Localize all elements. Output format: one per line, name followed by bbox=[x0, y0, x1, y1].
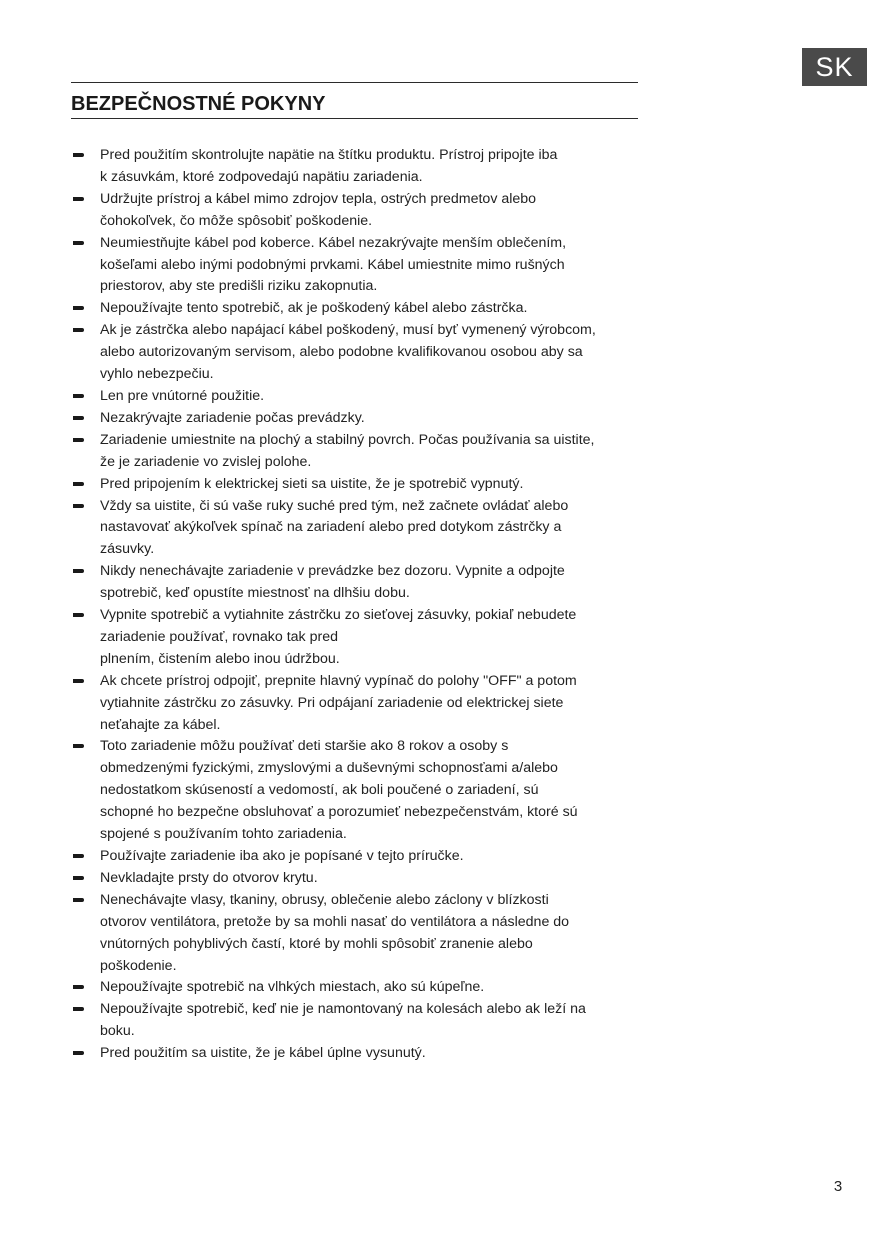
list-item bbox=[71, 671, 646, 737]
dash-bullet-icon bbox=[73, 153, 84, 157]
list-item bbox=[71, 408, 646, 430]
page-number: 3 bbox=[833, 1178, 843, 1195]
list-item-text: Pred použitím skontrolujte napätie na štítku produktu. Prístroj pripojte iba k zásuvkám, ktoré zodpovedajú napätiu zariadenia. bbox=[100, 147, 558, 185]
dash-bullet-icon bbox=[73, 854, 84, 858]
dash-bullet-icon bbox=[73, 876, 84, 880]
list-item bbox=[71, 890, 646, 978]
dash-bullet-icon bbox=[73, 241, 84, 245]
dash-bullet-icon bbox=[73, 504, 84, 508]
list-item-text: Neumiestňujte kábel pod koberce. Kábel nezakrývajte menším oblečením, košeľami alebo inými podobnými prvkami. Kábel umiestnite mimo rušných priestorov, aby ste predišli riziku zakopnutia. bbox=[100, 234, 567, 295]
dash-bullet-icon bbox=[73, 197, 84, 201]
list-item-text: Nepoužívajte spotrebič, keď nie je namontovaný na kolesách alebo ak leží na boku. bbox=[100, 1001, 586, 1040]
list-item bbox=[71, 298, 646, 320]
list-item bbox=[71, 977, 646, 999]
list-item bbox=[71, 605, 646, 671]
list-item-text: Vypnite spotrebič a vytiahnite zástrčku zo sieťovej zásuvky, pokiaľ nebudete zariadenie používať, rovnako tak pred plnením, čistením alebo inou údržbou. bbox=[100, 607, 577, 667]
list-item bbox=[71, 496, 646, 562]
list-item-text: Zariadenie umiestnite na plochý a stabilný povrch. Počas používania sa uistite, že je zariadenie vo zvislej polohe. bbox=[100, 431, 595, 470]
safety-instructions-list bbox=[71, 145, 646, 1065]
list-item bbox=[71, 561, 646, 605]
section-title: BEZPEČNOSTNÉ POKYNY bbox=[71, 93, 326, 115]
list-item-text: Nikdy nenechávajte zariadenie v prevádzke bez dozoru. Vypnite a odpojte spotrebič, keď opustíte miestnosť na dlhšiu dobu. bbox=[100, 563, 565, 602]
heading-top-rule bbox=[71, 82, 638, 83]
list-item bbox=[71, 233, 646, 299]
list-item bbox=[71, 868, 646, 890]
dash-bullet-icon bbox=[73, 1007, 84, 1011]
dash-bullet-icon bbox=[73, 394, 84, 398]
list-item-text: Nenechávajte vlasy, tkaniny, obrusy, oblečenie alebo záclony v blízkosti otvorov ventilátora, pretože by sa mohli nasať do ventilátora a následne do vnútorných pohyblivých častí, ktoré by mohli spôsobiť zranenie alebo poškodenie. bbox=[100, 891, 570, 974]
dash-bullet-icon bbox=[73, 898, 84, 902]
list-item bbox=[71, 846, 646, 868]
dash-bullet-icon bbox=[73, 613, 84, 617]
dash-bullet-icon bbox=[73, 985, 84, 989]
dash-bullet-icon bbox=[73, 328, 84, 332]
dash-bullet-icon bbox=[73, 306, 84, 310]
list-item-text: Len pre vnútorné použitie. bbox=[100, 387, 265, 404]
list-item-text: Používajte zariadenie iba ako je popísané v tejto príručke. bbox=[100, 848, 464, 864]
list-item-text: Nepoužívajte tento spotrebič, ak je poškodený kábel alebo zástrčka. bbox=[100, 300, 528, 317]
dash-bullet-icon bbox=[73, 482, 84, 486]
list-item-text: Udržujte prístroj a kábel mimo zdrojov tepla, ostrých predmetov alebo čohokoľvek, čo môže spôsobiť poškodenie. bbox=[100, 190, 537, 229]
list-item-text: Vždy sa uistite, či sú vaše ruky suché pred tým, než začnete ovládať alebo nastavovať akýkoľvek spínač na zariadení alebo pred dotykom zástrčky a zásuvky. bbox=[100, 497, 569, 558]
list-item bbox=[71, 189, 646, 233]
dash-bullet-icon bbox=[73, 679, 84, 683]
dash-bullet-icon bbox=[73, 416, 84, 420]
dash-bullet-icon bbox=[73, 744, 84, 748]
heading-bottom-rule bbox=[71, 118, 638, 119]
list-item bbox=[71, 736, 646, 846]
list-item-text: Ak je zástrčka alebo napájací kábel poškodený, musí byť vymenený výrobcom, alebo autorizovaným servisom, alebo podobne kvalifikovanou osobou aby sa vyhlo nebezpečiu. bbox=[100, 322, 596, 383]
dash-bullet-icon bbox=[73, 1051, 84, 1055]
dash-bullet-icon bbox=[73, 569, 84, 573]
list-item-text: Toto zariadenie môžu používať deti staršie ako 8 rokov a osoby s obmedzenými fyzickými, zmyslovými a duševnými schopnosťami a/alebo nedostatkom skúseností a vedomostí, ak boli poučené o zariadení, sú schopné ho bezpečne obsluhovať a porozumieť nebezpečenstvám, ktoré sú spojené s používaním tohto zariadenia. bbox=[100, 738, 578, 843]
list-item bbox=[71, 386, 646, 408]
list-item-text: Ak chcete prístroj odpojiť, prepnite hlavný vypínač do polohy "OFF" a potom vytiahnite zástrčku zo zásuvky. Pri odpájaní zariadenie od elektrickej siete neťahajte za kábel. bbox=[100, 672, 577, 733]
list-item-text: Nevkladajte prsty do otvorov krytu. bbox=[100, 869, 318, 886]
dash-bullet-icon bbox=[73, 438, 84, 442]
list-item-text: Pred použitím sa uistite, že je kábel úplne vysunutý. bbox=[100, 1045, 426, 1062]
list-item-text: Nezakrývajte zariadenie počas prevádzky. bbox=[100, 409, 365, 426]
list-item-text: Pred pripojením k elektrickej sieti sa uistite, že je spotrebič vypnutý. bbox=[100, 475, 524, 492]
list-item bbox=[71, 320, 646, 386]
list-item bbox=[71, 430, 646, 474]
language-badge: SK bbox=[802, 48, 867, 86]
list-item bbox=[71, 474, 646, 496]
list-item bbox=[71, 145, 646, 189]
list-item-text: Nepoužívajte spotrebič na vlhkých miestach, ako sú kúpeľne. bbox=[100, 979, 485, 996]
list-item bbox=[71, 1043, 646, 1065]
list-item bbox=[71, 999, 646, 1043]
